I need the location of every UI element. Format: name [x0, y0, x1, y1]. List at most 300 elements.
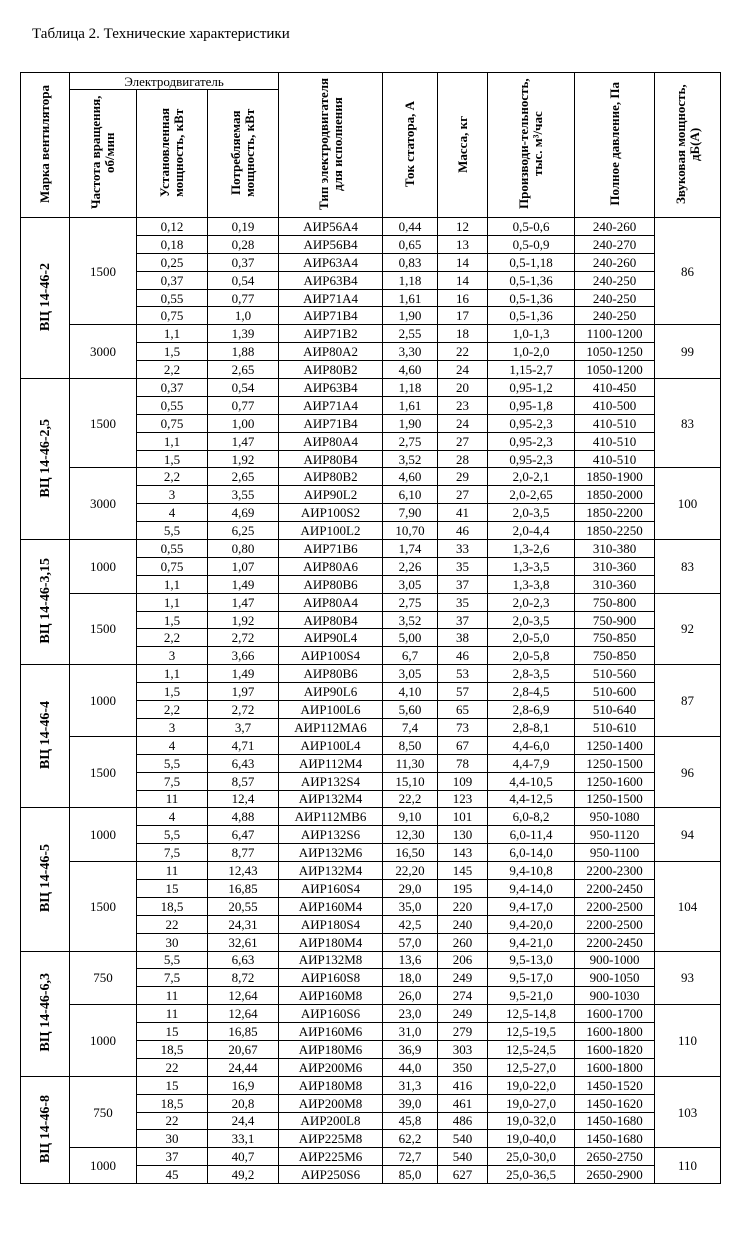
sound-power-cell: 93: [655, 951, 721, 1005]
pressure-cell: 1850-1900: [575, 468, 655, 486]
mass-cell: 486: [438, 1112, 488, 1130]
motor-type-cell: АИР80В4: [279, 611, 383, 629]
consumed-power-cell: 49,2: [208, 1166, 279, 1184]
installed-power-cell: 30: [137, 1130, 208, 1148]
installed-power-cell: 1,1: [137, 575, 208, 593]
installed-power-cell: 1,1: [137, 665, 208, 683]
mass-cell: 22: [438, 343, 488, 361]
installed-power-cell: 1,1: [137, 593, 208, 611]
installed-power-cell: 7,5: [137, 969, 208, 987]
mass-cell: 18: [438, 325, 488, 343]
installed-power-cell: 5,5: [137, 754, 208, 772]
consumed-power-cell: 33,1: [208, 1130, 279, 1148]
fan-brand-cell: [21, 218, 70, 379]
header-pressure: Полное давление, Па: [575, 73, 655, 218]
table-row: [21, 1005, 721, 1023]
motor-type-cell: АИР160S4: [279, 879, 383, 897]
motor-type-cell: АИР180М4: [279, 933, 383, 951]
mass-cell: 67: [438, 736, 488, 754]
pressure-cell: 1100-1200: [575, 325, 655, 343]
consumed-power-cell: 0,28: [208, 235, 279, 253]
header-brand: Марка вентилятора: [21, 73, 70, 218]
installed-power-cell: 0,37: [137, 271, 208, 289]
installed-power-cell: 2,2: [137, 701, 208, 719]
consumed-power-cell: 16,85: [208, 1023, 279, 1041]
mass-cell: 220: [438, 897, 488, 915]
consumed-power-cell: 1,49: [208, 665, 279, 683]
pressure-cell: 750-850: [575, 647, 655, 665]
motor-type-cell: АИР80В2: [279, 361, 383, 379]
mass-cell: 35: [438, 557, 488, 575]
capacity-cell: 1,3-3,8: [488, 575, 575, 593]
stator-current-cell: 16,50: [383, 844, 438, 862]
capacity-cell: 9,5-17,0: [488, 969, 575, 987]
motor-type-cell: АИР180S4: [279, 915, 383, 933]
mass-cell: 29: [438, 468, 488, 486]
sound-power-cell: 87: [655, 665, 721, 737]
motor-type-cell: АИР80А4: [279, 593, 383, 611]
fan-brand-label: ВЦ 14-46-2: [37, 262, 53, 332]
sound-power-cell: 83: [655, 379, 721, 468]
consumed-power-cell: 1,92: [208, 450, 279, 468]
motor-type-cell: АИР160М8: [279, 987, 383, 1005]
pressure-cell: 950-1120: [575, 826, 655, 844]
consumed-power-cell: 2,65: [208, 468, 279, 486]
capacity-cell: 19,0-27,0: [488, 1094, 575, 1112]
motor-type-cell: АИР132М4: [279, 790, 383, 808]
mass-cell: 249: [438, 969, 488, 987]
capacity-cell: 9,4-21,0: [488, 933, 575, 951]
sound-power-cell: 110: [655, 1005, 721, 1077]
mass-cell: 350: [438, 1058, 488, 1076]
consumed-power-cell: 3,66: [208, 647, 279, 665]
capacity-cell: 12,5-24,5: [488, 1040, 575, 1058]
pressure-cell: 900-1000: [575, 951, 655, 969]
mass-cell: 627: [438, 1166, 488, 1184]
capacity-cell: 0,5-0,9: [488, 235, 575, 253]
pressure-cell: 410-450: [575, 379, 655, 397]
header-motor-group: Электродвигатель: [70, 73, 279, 90]
sound-power-cell: 100: [655, 468, 721, 540]
mass-cell: 46: [438, 647, 488, 665]
pressure-cell: 310-360: [575, 575, 655, 593]
installed-power-cell: 15: [137, 879, 208, 897]
consumed-power-cell: 24,44: [208, 1058, 279, 1076]
stator-current-cell: 62,2: [383, 1130, 438, 1148]
consumed-power-cell: 1,39: [208, 325, 279, 343]
mass-cell: 35: [438, 593, 488, 611]
installed-power-cell: 30: [137, 933, 208, 951]
pressure-cell: 2200-2450: [575, 933, 655, 951]
stator-current-cell: 22,2: [383, 790, 438, 808]
installed-power-cell: 3: [137, 647, 208, 665]
installed-power-cell: 18,5: [137, 897, 208, 915]
header-speed: Частота вращения, об/мин: [70, 90, 137, 218]
motor-type-cell: АИР80А6: [279, 557, 383, 575]
consumed-power-cell: 8,72: [208, 969, 279, 987]
capacity-cell: 4,4-12,5: [488, 790, 575, 808]
stator-current-cell: 8,50: [383, 736, 438, 754]
stator-current-cell: 11,30: [383, 754, 438, 772]
stator-current-cell: 1,90: [383, 414, 438, 432]
consumed-power-cell: 20,8: [208, 1094, 279, 1112]
installed-power-cell: 7,5: [137, 844, 208, 862]
consumed-power-cell: 0,77: [208, 289, 279, 307]
installed-power-cell: 4: [137, 504, 208, 522]
mass-cell: 46: [438, 522, 488, 540]
pressure-cell: 510-640: [575, 701, 655, 719]
header-consumed-power: Потребляемая мощность, кВт: [208, 90, 279, 218]
capacity-cell: 12,5-14,8: [488, 1005, 575, 1023]
motor-type-cell: АИР100L4: [279, 736, 383, 754]
mass-cell: 23: [438, 396, 488, 414]
capacity-cell: 1,3-2,6: [488, 540, 575, 558]
capacity-cell: 2,0-4,4: [488, 522, 575, 540]
speed-cell: 1500: [70, 218, 137, 325]
installed-power-cell: 4: [137, 808, 208, 826]
capacity-cell: 9,5-21,0: [488, 987, 575, 1005]
mass-cell: 540: [438, 1130, 488, 1148]
stator-current-cell: 7,4: [383, 718, 438, 736]
installed-power-cell: 0,55: [137, 540, 208, 558]
sound-power-cell: 94: [655, 808, 721, 862]
capacity-cell: 0,5-0,6: [488, 218, 575, 236]
motor-type-cell: АИР71В2: [279, 325, 383, 343]
stator-current-cell: 1,61: [383, 289, 438, 307]
pressure-cell: 1850-2200: [575, 504, 655, 522]
speed-cell: 750: [70, 1076, 137, 1148]
fan-brand-cell: [21, 808, 70, 951]
sound-power-cell: 86: [655, 218, 721, 325]
capacity-cell: 1,15-2,7: [488, 361, 575, 379]
stator-current-cell: 36,9: [383, 1040, 438, 1058]
installed-power-cell: 11: [137, 790, 208, 808]
consumed-power-cell: 6,47: [208, 826, 279, 844]
stator-current-cell: 4,60: [383, 468, 438, 486]
pressure-cell: 1450-1520: [575, 1076, 655, 1094]
sound-power-cell: 92: [655, 593, 721, 665]
installed-power-cell: 3: [137, 486, 208, 504]
mass-cell: 540: [438, 1148, 488, 1166]
pressure-cell: 410-510: [575, 414, 655, 432]
header-stator-current: Ток статора, А: [383, 73, 438, 218]
pressure-cell: 1600-1800: [575, 1058, 655, 1076]
capacity-cell: 2,8-8,1: [488, 718, 575, 736]
pressure-cell: 2650-2750: [575, 1148, 655, 1166]
mass-cell: 27: [438, 432, 488, 450]
consumed-power-cell: 0,80: [208, 540, 279, 558]
consumed-power-cell: 40,7: [208, 1148, 279, 1166]
motor-type-cell: АИР132М6: [279, 844, 383, 862]
pressure-cell: 410-500: [575, 396, 655, 414]
motor-type-cell: АИР100L2: [279, 522, 383, 540]
table-row: [21, 468, 721, 486]
installed-power-cell: 0,55: [137, 289, 208, 307]
pressure-cell: 750-850: [575, 629, 655, 647]
mass-cell: 28: [438, 450, 488, 468]
speed-cell: 1000: [70, 665, 137, 737]
motor-type-cell: АИР71А4: [279, 289, 383, 307]
capacity-cell: 19,0-32,0: [488, 1112, 575, 1130]
pressure-cell: 240-260: [575, 253, 655, 271]
capacity-cell: 2,0-3,5: [488, 504, 575, 522]
fan-brand-cell: [21, 665, 70, 808]
pressure-cell: 1450-1680: [575, 1112, 655, 1130]
pressure-cell: 240-270: [575, 235, 655, 253]
table-body: [21, 218, 721, 1184]
consumed-power-cell: 20,67: [208, 1040, 279, 1058]
table-row: [21, 379, 721, 397]
stator-current-cell: 35,0: [383, 897, 438, 915]
capacity-cell: 2,0-3,5: [488, 611, 575, 629]
stator-current-cell: 12,30: [383, 826, 438, 844]
pressure-cell: 2200-2500: [575, 897, 655, 915]
motor-type-cell: АИР71В4: [279, 414, 383, 432]
consumed-power-cell: 0,77: [208, 396, 279, 414]
pressure-cell: 1250-1500: [575, 754, 655, 772]
table-row: [21, 736, 721, 754]
capacity-cell: 25,0-36,5: [488, 1166, 575, 1184]
consumed-power-cell: 32,61: [208, 933, 279, 951]
stator-current-cell: 29,0: [383, 879, 438, 897]
capacity-cell: 0,5-1,36: [488, 289, 575, 307]
mass-cell: 240: [438, 915, 488, 933]
stator-current-cell: 6,10: [383, 486, 438, 504]
stator-current-cell: 31,3: [383, 1076, 438, 1094]
consumed-power-cell: 2,72: [208, 629, 279, 647]
stator-current-cell: 9,10: [383, 808, 438, 826]
motor-type-cell: АИР112МВ6: [279, 808, 383, 826]
stator-current-cell: 31,0: [383, 1023, 438, 1041]
motor-type-cell: АИР63В4: [279, 379, 383, 397]
pressure-cell: 510-610: [575, 718, 655, 736]
mass-cell: 109: [438, 772, 488, 790]
header-sound-power: Звуковая мощность, дБ(А): [655, 73, 721, 218]
consumed-power-cell: 0,54: [208, 271, 279, 289]
pressure-cell: 410-510: [575, 432, 655, 450]
consumed-power-cell: 12,4: [208, 790, 279, 808]
consumed-power-cell: 4,71: [208, 736, 279, 754]
fan-brand-label: ВЦ 14-46-4: [37, 701, 53, 770]
stator-current-cell: 0,65: [383, 235, 438, 253]
stator-current-cell: 10,70: [383, 522, 438, 540]
consumed-power-cell: 8,57: [208, 772, 279, 790]
capacity-cell: 2,8-3,5: [488, 665, 575, 683]
fan-brand-cell: [21, 379, 70, 540]
pressure-cell: 310-380: [575, 540, 655, 558]
table-row: [21, 862, 721, 880]
mass-cell: 27: [438, 486, 488, 504]
capacity-cell: 1,3-3,5: [488, 557, 575, 575]
motor-type-cell: АИР200М8: [279, 1094, 383, 1112]
pressure-cell: 510-600: [575, 683, 655, 701]
speed-cell: 1500: [70, 862, 137, 951]
installed-power-cell: 22: [137, 1112, 208, 1130]
stator-current-cell: 4,10: [383, 683, 438, 701]
stator-current-cell: 3,05: [383, 665, 438, 683]
pressure-cell: 240-250: [575, 289, 655, 307]
fan-brand-cell: [21, 540, 70, 665]
motor-type-cell: АИР63А4: [279, 253, 383, 271]
capacity-cell: 6,0-11,4: [488, 826, 575, 844]
motor-type-cell: АИР200М6: [279, 1058, 383, 1076]
installed-power-cell: 0,18: [137, 235, 208, 253]
speed-cell: 1000: [70, 540, 137, 594]
speed-cell: 1500: [70, 736, 137, 808]
motor-type-cell: АИР71В6: [279, 540, 383, 558]
mass-cell: 206: [438, 951, 488, 969]
mass-cell: 24: [438, 414, 488, 432]
stator-current-cell: 45,8: [383, 1112, 438, 1130]
mass-cell: 274: [438, 987, 488, 1005]
speed-cell: 1500: [70, 593, 137, 665]
installed-power-cell: 37: [137, 1148, 208, 1166]
pressure-cell: 2200-2450: [575, 879, 655, 897]
capacity-cell: 9,4-17,0: [488, 897, 575, 915]
consumed-power-cell: 12,43: [208, 862, 279, 880]
installed-power-cell: 5,5: [137, 951, 208, 969]
pressure-cell: 750-800: [575, 593, 655, 611]
consumed-power-cell: 3,7: [208, 718, 279, 736]
capacity-cell: 2,8-6,9: [488, 701, 575, 719]
stator-current-cell: 72,7: [383, 1148, 438, 1166]
installed-power-cell: 22: [137, 915, 208, 933]
installed-power-cell: 1,1: [137, 432, 208, 450]
pressure-cell: 1600-1820: [575, 1040, 655, 1058]
pressure-cell: 950-1080: [575, 808, 655, 826]
installed-power-cell: 0,25: [137, 253, 208, 271]
table-row: [21, 1076, 721, 1094]
installed-power-cell: 3: [137, 718, 208, 736]
mass-cell: 303: [438, 1040, 488, 1058]
mass-cell: 20: [438, 379, 488, 397]
consumed-power-cell: 1,47: [208, 432, 279, 450]
stator-current-cell: 3,52: [383, 611, 438, 629]
installed-power-cell: 18,5: [137, 1094, 208, 1112]
motor-type-cell: АИР90L6: [279, 683, 383, 701]
motor-type-cell: АИР132М4: [279, 862, 383, 880]
mass-cell: 41: [438, 504, 488, 522]
stator-current-cell: 0,44: [383, 218, 438, 236]
mass-cell: 38: [438, 629, 488, 647]
table-row: [21, 325, 721, 343]
capacity-cell: 2,0-2,65: [488, 486, 575, 504]
consumed-power-cell: 1,97: [208, 683, 279, 701]
capacity-cell: 2,0-5,0: [488, 629, 575, 647]
mass-cell: 145: [438, 862, 488, 880]
table-row: [21, 665, 721, 683]
installed-power-cell: 0,75: [137, 414, 208, 432]
mass-cell: 24: [438, 361, 488, 379]
consumed-power-cell: 24,31: [208, 915, 279, 933]
mass-cell: 17: [438, 307, 488, 325]
stator-current-cell: 39,0: [383, 1094, 438, 1112]
mass-cell: 33: [438, 540, 488, 558]
sound-power-cell: 104: [655, 862, 721, 951]
mass-cell: 14: [438, 253, 488, 271]
motor-type-cell: АИР71А4: [279, 396, 383, 414]
motor-type-cell: АИР180М6: [279, 1040, 383, 1058]
table-row: [21, 951, 721, 969]
table-row: [21, 808, 721, 826]
motor-type-cell: АИР132S4: [279, 772, 383, 790]
stator-current-cell: 6,7: [383, 647, 438, 665]
pressure-cell: 240-250: [575, 271, 655, 289]
mass-cell: 260: [438, 933, 488, 951]
capacity-cell: 12,5-27,0: [488, 1058, 575, 1076]
consumed-power-cell: 1,0: [208, 307, 279, 325]
stator-current-cell: 2,26: [383, 557, 438, 575]
speed-cell: 1000: [70, 1005, 137, 1077]
sound-power-cell: 103: [655, 1076, 721, 1148]
consumed-power-cell: 8,77: [208, 844, 279, 862]
stator-current-cell: 44,0: [383, 1058, 438, 1076]
stator-current-cell: 57,0: [383, 933, 438, 951]
capacity-cell: 0,5-1,36: [488, 307, 575, 325]
mass-cell: 461: [438, 1094, 488, 1112]
pressure-cell: 1250-1500: [575, 790, 655, 808]
capacity-cell: 2,0-5,8: [488, 647, 575, 665]
consumed-power-cell: 0,37: [208, 253, 279, 271]
capacity-cell: 0,95-1,8: [488, 396, 575, 414]
installed-power-cell: 15: [137, 1023, 208, 1041]
capacity-cell: 1,0-2,0: [488, 343, 575, 361]
consumed-power-cell: 6,43: [208, 754, 279, 772]
speed-cell: 750: [70, 951, 137, 1005]
stator-current-cell: 2,55: [383, 325, 438, 343]
mass-cell: 57: [438, 683, 488, 701]
consumed-power-cell: 20,55: [208, 897, 279, 915]
installed-power-cell: 5,5: [137, 522, 208, 540]
stator-current-cell: 26,0: [383, 987, 438, 1005]
stator-current-cell: 23,0: [383, 1005, 438, 1023]
motor-type-cell: АИР100S4: [279, 647, 383, 665]
sound-power-cell: 96: [655, 736, 721, 808]
installed-power-cell: 5,5: [137, 826, 208, 844]
motor-type-cell: АИР250S6: [279, 1166, 383, 1184]
speed-cell: 1000: [70, 808, 137, 862]
capacity-cell: 0,95-2,3: [488, 414, 575, 432]
consumed-power-cell: 1,47: [208, 593, 279, 611]
motor-type-cell: АИР80В4: [279, 450, 383, 468]
motor-type-cell: АИР132S6: [279, 826, 383, 844]
consumed-power-cell: 12,64: [208, 1005, 279, 1023]
mass-cell: 37: [438, 611, 488, 629]
table-caption: Таблица 2. Технические характеристики: [32, 26, 290, 42]
consumed-power-cell: 16,85: [208, 879, 279, 897]
consumed-power-cell: 2,65: [208, 361, 279, 379]
mass-cell: 279: [438, 1023, 488, 1041]
pressure-cell: 310-360: [575, 557, 655, 575]
capacity-cell: 2,0-2,1: [488, 468, 575, 486]
capacity-cell: 2,8-4,5: [488, 683, 575, 701]
pressure-cell: 750-900: [575, 611, 655, 629]
pressure-cell: 950-1100: [575, 844, 655, 862]
stator-current-cell: 3,30: [383, 343, 438, 361]
mass-cell: 37: [438, 575, 488, 593]
motor-type-cell: АИР160S8: [279, 969, 383, 987]
pressure-cell: 1600-1800: [575, 1023, 655, 1041]
consumed-power-cell: 6,25: [208, 522, 279, 540]
stator-current-cell: 1,90: [383, 307, 438, 325]
pressure-cell: 900-1030: [575, 987, 655, 1005]
consumed-power-cell: 24,4: [208, 1112, 279, 1130]
mass-cell: 249: [438, 1005, 488, 1023]
pressure-cell: 1250-1400: [575, 736, 655, 754]
installed-power-cell: 2,2: [137, 629, 208, 647]
pressure-cell: 240-250: [575, 307, 655, 325]
pressure-cell: 1450-1680: [575, 1130, 655, 1148]
